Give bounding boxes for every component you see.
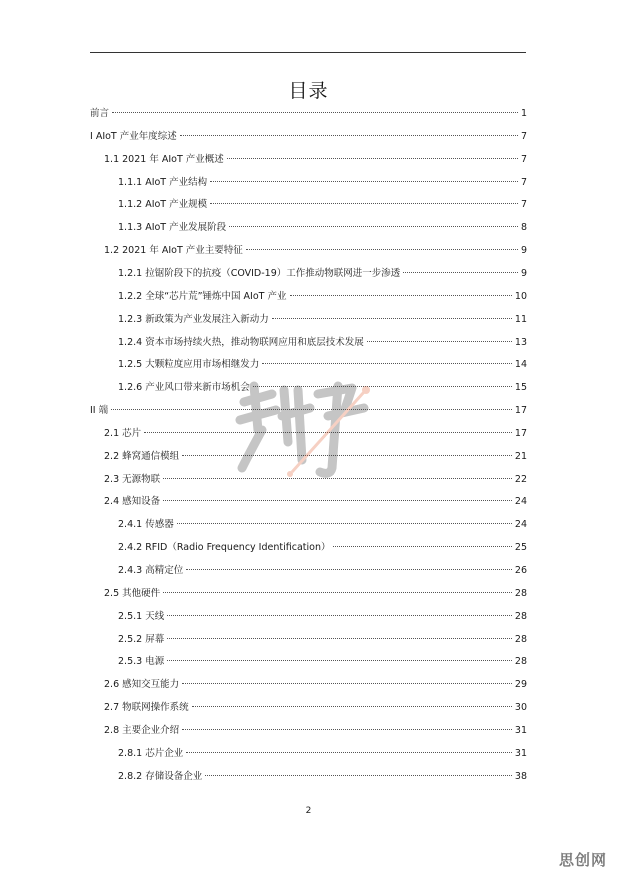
toc-dot-leader bbox=[333, 546, 511, 547]
toc-entry-label: 2.8 主要企业介绍 bbox=[104, 724, 180, 736]
toc-entry[interactable] bbox=[118, 197, 527, 213]
toc-entry-page: 13 bbox=[514, 336, 527, 348]
toc-entry-page: 22 bbox=[514, 473, 527, 485]
toc-entry[interactable] bbox=[118, 312, 527, 328]
toc-entry-label: 1.1.2 AIoT 产业规模 bbox=[118, 199, 208, 211]
toc-dot-leader bbox=[227, 158, 518, 159]
toc-entry[interactable] bbox=[104, 243, 527, 259]
toc-entry-page: 31 bbox=[514, 747, 527, 759]
toc-entry-label: 2.8.1 芯片企业 bbox=[118, 747, 184, 759]
toc-entry-page: 30 bbox=[514, 702, 527, 714]
toc-entry-label: 1.2.6 产业风口带来新市场机会 bbox=[118, 382, 250, 394]
toc-dot-leader bbox=[186, 569, 512, 570]
toc-dot-leader bbox=[167, 615, 512, 616]
toc-entry-label: 2.3 无源物联 bbox=[104, 473, 161, 485]
toc-entry[interactable] bbox=[118, 175, 527, 191]
toc-entry-label: I AIoT 产业年度综述 bbox=[90, 130, 177, 142]
toc-entry[interactable] bbox=[90, 106, 527, 122]
toc-entry-page: 28 bbox=[514, 610, 527, 622]
toc-dot-leader bbox=[205, 775, 512, 776]
toc-entry[interactable] bbox=[118, 632, 527, 648]
toc-dot-leader bbox=[229, 226, 518, 227]
toc-entry-label: 2.4 感知设备 bbox=[104, 496, 161, 508]
toc-entry-label: 2.5 其他硬件 bbox=[104, 587, 161, 599]
toc-entry[interactable] bbox=[118, 746, 527, 762]
toc-entry-page: 21 bbox=[514, 450, 527, 462]
toc-entry[interactable] bbox=[104, 152, 527, 168]
toc-entry[interactable] bbox=[118, 357, 527, 373]
toc-entry-label: 2.4.1 传感器 bbox=[118, 519, 174, 531]
toc-entry-label: 1.1.3 AIoT 产业发展阶段 bbox=[118, 222, 227, 234]
toc-dot-leader bbox=[167, 638, 512, 639]
toc-entry-page: 17 bbox=[514, 405, 527, 417]
toc-entry-page: 38 bbox=[514, 770, 527, 782]
toc-entry-page: 9 bbox=[520, 267, 527, 279]
page-title: 目录 bbox=[288, 80, 329, 102]
toc-entry-page: 25 bbox=[514, 542, 527, 554]
toc-entry[interactable] bbox=[104, 723, 527, 739]
toc-entry[interactable] bbox=[104, 586, 527, 602]
toc-dot-leader bbox=[210, 203, 518, 204]
toc-entry[interactable] bbox=[104, 700, 527, 716]
toc-entry[interactable] bbox=[104, 677, 527, 693]
toc-entry-label: 2.5.1 天线 bbox=[118, 610, 165, 622]
toc-entry-page: 7 bbox=[520, 130, 527, 142]
toc-entry-label: 2.2 蜂窝通信模组 bbox=[104, 450, 180, 462]
toc-entry-page: 28 bbox=[514, 633, 527, 645]
toc-dot-leader bbox=[112, 112, 518, 113]
toc-entry-label: 2.6 感知交互能力 bbox=[104, 679, 180, 691]
toc-entry-label: 1.1 2021 年 AIoT 产业概述 bbox=[104, 153, 224, 165]
toc-entry-label: 2.8.2 存储设备企业 bbox=[118, 770, 203, 782]
toc-entry-page: 11 bbox=[514, 313, 527, 325]
toc-dot-leader bbox=[246, 249, 518, 250]
toc-entry[interactable] bbox=[118, 335, 527, 351]
toc-dot-leader bbox=[163, 592, 512, 593]
toc-dot-leader bbox=[180, 135, 518, 136]
toc-entry-label: 1.2 2021 年 AIoT 产业主要特征 bbox=[104, 245, 243, 257]
toc-entry-page: 28 bbox=[514, 587, 527, 599]
watermark-logo-icon bbox=[232, 372, 388, 482]
toc-dot-leader bbox=[163, 500, 512, 501]
toc-entry-label: 2.4.3 高精定位 bbox=[118, 565, 184, 576]
toc-dot-leader bbox=[403, 272, 518, 273]
toc-entry[interactable] bbox=[118, 563, 527, 579]
toc-entry-page: 24 bbox=[514, 496, 527, 508]
toc-entry-label: 1.2.1 拉锯阶段下的抗疫（COVID-19）工作推动物联网进一步渗透 bbox=[118, 267, 401, 279]
toc-entry[interactable] bbox=[90, 129, 527, 145]
toc-entry-page: 1 bbox=[520, 108, 527, 119]
toc-entry-label: 前言 bbox=[90, 108, 110, 119]
toc-entry-page: 26 bbox=[514, 565, 527, 576]
toc-entry-label: II 端 bbox=[90, 405, 109, 417]
toc-entry-label: 2.1 芯片 bbox=[104, 427, 142, 439]
toc-entry[interactable] bbox=[118, 266, 527, 282]
toc-dot-leader bbox=[167, 660, 512, 661]
toc-dot-leader bbox=[182, 683, 512, 684]
toc-entry-label: 2.5.2 屏幕 bbox=[118, 633, 165, 645]
toc-dot-leader bbox=[262, 363, 512, 364]
toc-entry-page: 7 bbox=[520, 153, 527, 165]
toc-entry[interactable] bbox=[104, 494, 527, 510]
toc-entry-page: 7 bbox=[520, 199, 527, 211]
toc-entry-label: 1.2.5 大颗粒度应用市场相继发力 bbox=[118, 359, 260, 371]
toc-dot-leader bbox=[177, 523, 512, 524]
toc-entry[interactable] bbox=[118, 609, 527, 625]
page-number: 2 bbox=[305, 806, 312, 816]
toc-entry[interactable] bbox=[118, 654, 527, 670]
toc-entry[interactable] bbox=[118, 289, 527, 305]
toc-entry-page: 7 bbox=[520, 176, 527, 188]
toc-dot-leader bbox=[192, 706, 512, 707]
toc-entry-label: 1.2.3 新政策为产业发展注入新动力 bbox=[118, 313, 269, 325]
toc-dot-leader bbox=[272, 318, 512, 319]
corner-watermark-logo: 思创网 bbox=[558, 851, 607, 869]
toc-entry-page: 9 bbox=[520, 245, 527, 257]
toc-entry-label: 1.2.2 全球“芯片荒”锤炼中国 AIoT 产业 bbox=[118, 290, 287, 302]
toc-entry-page: 10 bbox=[514, 290, 527, 302]
toc-entry-label: 1.1.1 AIoT 产业结构 bbox=[118, 176, 208, 188]
toc-entry-label: 2.4.2 RFID（Radio Frequency Identification） bbox=[118, 542, 331, 554]
toc-entry-label: 2.5.3 电源 bbox=[118, 656, 165, 668]
toc-entry-label: 1.2.4 资本市场持续火热，推动物联网应用和底层技术发展 bbox=[118, 336, 364, 348]
toc-entry[interactable] bbox=[118, 220, 527, 236]
toc-dot-leader bbox=[182, 729, 512, 730]
toc-dot-leader bbox=[210, 181, 518, 182]
toc-entry-page: 24 bbox=[514, 519, 527, 531]
toc-entry-page: 31 bbox=[514, 724, 527, 736]
toc-dot-leader bbox=[290, 295, 512, 296]
toc-entry[interactable] bbox=[118, 517, 527, 533]
toc-entry-page: 14 bbox=[514, 359, 527, 371]
toc-entry[interactable] bbox=[118, 540, 527, 556]
toc-dot-leader bbox=[367, 341, 512, 342]
toc-entry-page: 28 bbox=[514, 656, 527, 668]
toc-entry-page: 8 bbox=[520, 222, 527, 234]
toc-entry-label: 2.7 物联网操作系统 bbox=[104, 702, 189, 714]
toc-entry-page: 15 bbox=[514, 382, 527, 394]
toc-entry-page: 29 bbox=[514, 679, 527, 691]
toc-dot-leader bbox=[186, 752, 512, 753]
toc-entry[interactable] bbox=[118, 769, 527, 785]
header-rule bbox=[90, 52, 526, 53]
toc-entry-page: 17 bbox=[514, 427, 527, 439]
